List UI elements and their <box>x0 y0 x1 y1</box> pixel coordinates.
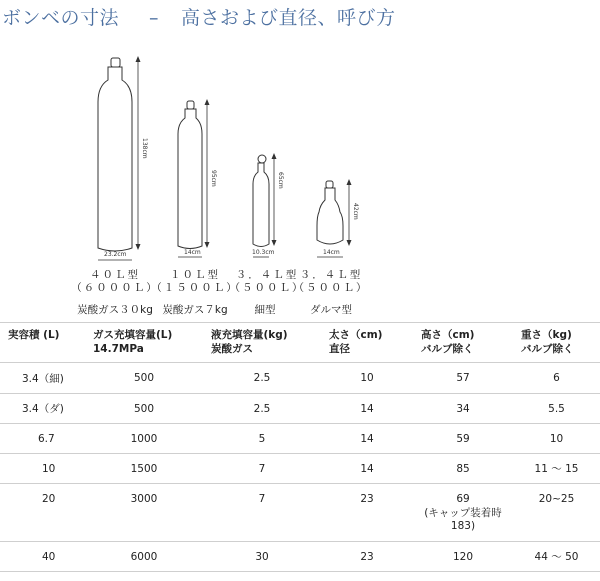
height-label-34l-slim: 65cm <box>277 172 284 189</box>
cylinder-34l-daruma <box>317 181 343 244</box>
cylinder-10l <box>178 101 202 249</box>
cell: 14 <box>321 394 413 424</box>
cell: 2.5 <box>203 363 321 394</box>
cell: 59 <box>413 424 513 454</box>
cell: 1500 <box>85 454 203 484</box>
cell: 40 <box>0 542 85 572</box>
table-row <box>0 542 600 572</box>
spec-table <box>0 322 600 572</box>
caption-size: ３．４Ｌ型 <box>299 269 363 281</box>
height-label-40l: 138cm <box>141 138 148 159</box>
caption-34l-daruma <box>286 269 376 295</box>
cell: 14 <box>321 424 413 454</box>
cell: 85 <box>413 454 513 484</box>
header-weight: 重さ（kg) バルブ除く <box>513 323 600 363</box>
cell: 14 <box>321 454 413 484</box>
table-row <box>0 394 600 424</box>
cell: 34 <box>413 394 513 424</box>
cell-value: 69 <box>456 493 470 505</box>
cell: 2.5 <box>203 394 321 424</box>
caption-capacity: （１５００Ｌ） <box>151 282 239 294</box>
caption-size: １０Ｌ型 <box>170 269 220 281</box>
width-label-40l: 23.2cm <box>104 251 127 258</box>
cell: 500 <box>85 394 203 424</box>
cell: 3000 <box>85 484 203 542</box>
header-volume: 実容積 (L) <box>0 323 85 363</box>
cell-height-with-note <box>413 484 513 542</box>
caption-capacity: （５００Ｌ） <box>293 282 369 294</box>
table-row <box>0 484 600 542</box>
caption-40l <box>70 269 160 295</box>
cap-note-line1: (キャップ装着時 <box>424 507 502 519</box>
caption-capacity: （６０００Ｌ） <box>71 282 159 294</box>
header-gas-capacity: ガス充填容量(L) 14.7MPa <box>85 323 203 363</box>
note-34l-daruma: ダルマ型 <box>310 304 352 316</box>
cell: 20~25 <box>513 484 600 542</box>
cell: 6000 <box>85 542 203 572</box>
cell: 57 <box>413 363 513 394</box>
cell: 7 <box>203 484 321 542</box>
table-row <box>0 424 600 454</box>
cell: 6.7 <box>0 424 85 454</box>
title-dash: – <box>149 7 160 29</box>
cell: 1000 <box>85 424 203 454</box>
cell: 3.4（ダ) <box>0 394 85 424</box>
cylinder-40l <box>98 58 132 251</box>
cell: 30 <box>203 542 321 572</box>
caption-size: ４０Ｌ型 <box>90 269 140 281</box>
width-label-34l-slim: 10.3cm <box>252 249 275 256</box>
cell: 500 <box>85 363 203 394</box>
header-liquid-capacity: 液充填容量(kg) 炭酸ガス <box>203 323 321 363</box>
caption-capacity: （５００Ｌ） <box>229 282 305 294</box>
cell: 7 <box>203 454 321 484</box>
table-row <box>0 454 600 484</box>
note-34l-slim: 細型 <box>254 304 276 316</box>
cell: 10 <box>513 424 600 454</box>
cell: 3.4（細) <box>0 363 85 394</box>
cell: 23 <box>321 542 413 572</box>
height-label-34l-daruma: 42cm <box>352 203 359 220</box>
header-height: 高さ（cm) バルブ除く <box>413 323 513 363</box>
cell: 44 ～ 50 <box>513 542 600 572</box>
height-label-10l: 95cm <box>210 170 217 187</box>
header-diameter: 太さ（cm) 直径 <box>321 323 413 363</box>
cell: 11 ～ 15 <box>513 454 600 484</box>
cell: 6 <box>513 363 600 394</box>
title-left: ボンベの寸法 <box>2 7 120 29</box>
cell: 5 <box>203 424 321 454</box>
cylinder-34l-slim <box>253 155 269 247</box>
note-10l: 炭酸ガス７kg <box>162 304 228 316</box>
table-row <box>0 363 600 394</box>
width-label-10l: 14cm <box>184 249 201 256</box>
caption-size: ３．４Ｌ型 <box>235 269 299 281</box>
title-right: 高さおよび直径、呼び方 <box>181 7 396 29</box>
cell: 10 <box>0 454 85 484</box>
cell: 10 <box>321 363 413 394</box>
cell: 120 <box>413 542 513 572</box>
table-header-row <box>0 323 600 363</box>
cap-note-line2: 183) <box>450 520 476 532</box>
note-40l: 炭酸ガス３０kg <box>77 304 153 316</box>
cell: 5.5 <box>513 394 600 424</box>
cell: 20 <box>0 484 85 542</box>
width-label-34l-daruma: 14cm <box>323 249 340 256</box>
cell: 23 <box>321 484 413 542</box>
